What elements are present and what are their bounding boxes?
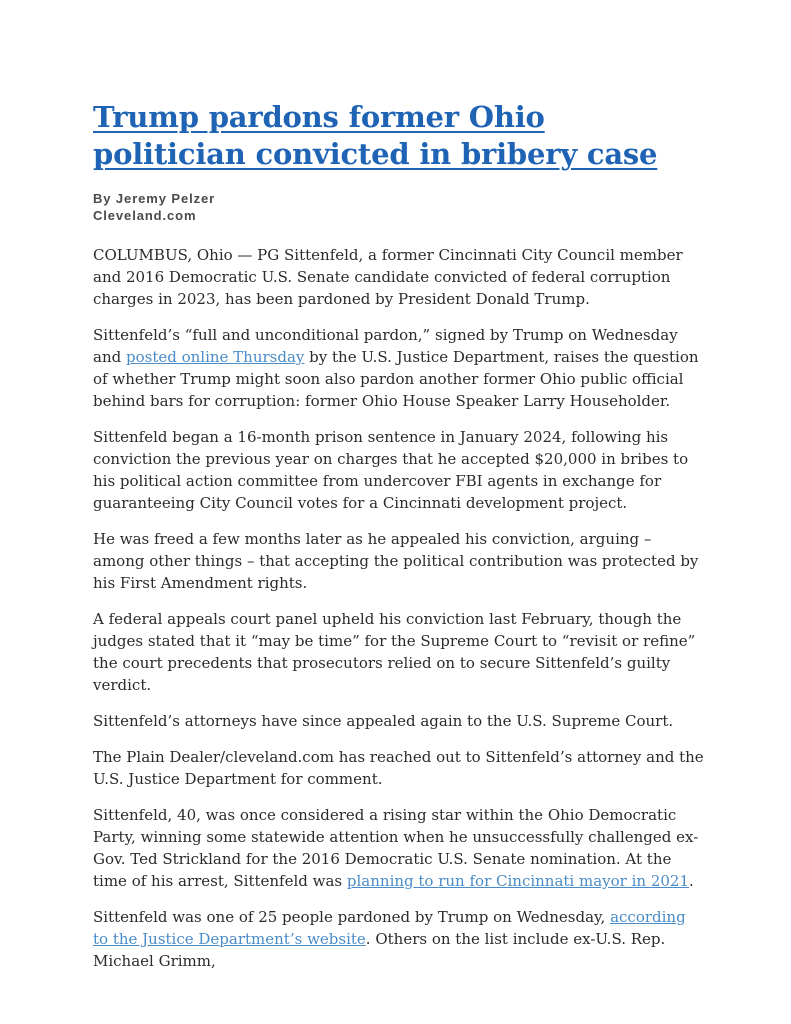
paragraph — [93, 324, 705, 412]
text-run: Sittenfeld, 40, was once considered a rising star within the Ohio Democratic Party, winning some statewide attention when he unsuccessfully challenged ex-Gov. Ted Strickland for the 2016 Democratic U.S. Senate nomination. At the time of his arrest, Sittenfeld was — [93, 806, 699, 890]
inline-link[interactable]: planning to run for Cincinnati mayor in 2021 — [346, 872, 690, 890]
paragraph — [93, 710, 705, 732]
paragraph — [93, 746, 705, 790]
text-run: Sittenfeld’s attorneys have since appealed again to the U.S. Supreme Court. — [93, 712, 674, 730]
byline-source: Cleveland.com — [93, 208, 197, 223]
byline-author: By Jeremy Pelzer — [93, 191, 216, 206]
paragraph — [93, 906, 705, 972]
inline-link[interactable]: according to the Justice Department’s website — [93, 908, 686, 948]
text-run: He was freed a few months later as he appealed his conviction, arguing – among other things – that accepting the political contribution was protected by his First Amendment rights. — [93, 530, 699, 592]
text-run: by the U.S. Justice Department, raises the question of whether Trump might soon also pardon another former Ohio public official behind bars for corruption: former Ohio House Speaker Larry Householder. — [93, 348, 699, 410]
paragraph — [93, 608, 705, 696]
byline — [93, 190, 705, 224]
headline-line-2: politician convicted in bribery case — [93, 137, 658, 171]
text-run: Sittenfeld began a 16-month prison sentence in January 2024, following his conviction the previous year on charges that he accepted $20,000 in bribes to his political action committee from undercover FBI agents in exchange for guaranteeing City Council votes for a Cincinnati development project. — [93, 428, 689, 512]
article-headline — [93, 99, 705, 173]
headline-line-1: Trump pardons former Ohio — [93, 100, 545, 134]
text-run: The Plain Dealer/cleveland.com has reached out to Sittenfeld’s attorney and the U.S. Justice Department for comment. — [93, 748, 704, 788]
paragraph — [93, 426, 705, 514]
text-run: . — [689, 872, 694, 890]
article-body — [93, 244, 705, 972]
text-run: COLUMBUS, Ohio — PG Sittenfeld, a former Cincinnati City Council member and 2016 Democratic U.S. Senate candidate convicted of federal corruption charges in 2023, has been pardoned by President Donald Trump. — [93, 246, 683, 308]
headline-link[interactable] — [93, 99, 705, 173]
text-run: Sittenfeld was one of 25 people pardoned by Trump on Wednesday, — [93, 908, 611, 926]
text-run: A federal appeals court panel upheld his conviction last February, though the judges stated that it “may be time” for the Supreme Court to “revisit or refine” the court precedents that prosecutors relied on to secure Sittenfeld’s guilty verdict. — [93, 610, 696, 694]
text-run: Sittenfeld’s “full and unconditional pardon,” signed by Trump on Wednesday and — [93, 326, 678, 366]
inline-link[interactable]: posted online Thursday — [125, 348, 305, 366]
paragraph — [93, 244, 705, 310]
text-run: . Others on the list include ex-U.S. Rep. Michael Grimm, — [93, 930, 666, 970]
paragraph — [93, 528, 705, 594]
paragraph — [93, 804, 705, 892]
